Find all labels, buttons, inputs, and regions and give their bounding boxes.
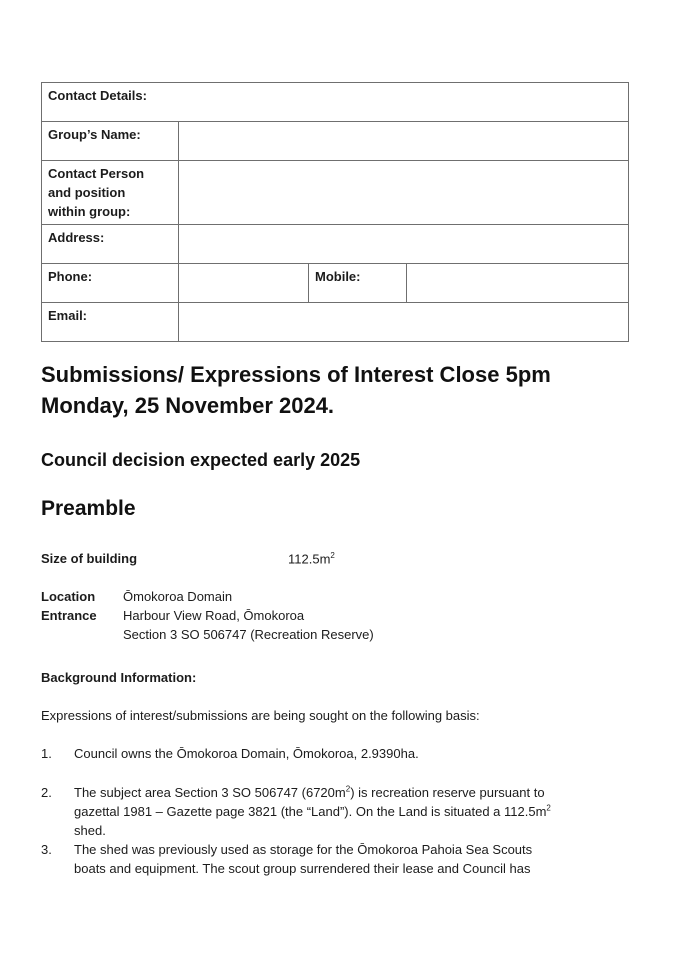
superscript: 2 <box>546 803 551 813</box>
list-item-text <box>74 783 594 840</box>
entrance-label: Entrance <box>41 608 97 623</box>
location-label: Location <box>41 589 96 604</box>
building-size-number: 112.5m <box>288 551 331 567</box>
email-field[interactable] <box>179 303 629 342</box>
email-label: Email: <box>42 303 179 342</box>
list-item-number: 1. <box>41 746 52 761</box>
mobile-field[interactable] <box>407 264 629 303</box>
list-item-line <box>74 802 594 821</box>
list-item-text-part: The subject area Section 3 SO 506747 (6720m <box>74 785 346 800</box>
location-line-2: Harbour View Road, Ōmokoroa <box>123 608 305 623</box>
list-item-line: Council owns the Ōmokoroa Domain, Ōmokoroa, 2.9390ha. <box>74 746 419 761</box>
mobile-label: Mobile: <box>309 264 407 303</box>
decision-heading: Council decision expected early 2025 <box>41 450 361 470</box>
list-item-number: 3. <box>41 842 52 857</box>
list-item-line: shed. <box>74 823 106 838</box>
building-size-label: Size of building <box>41 551 138 566</box>
closing-date-heading <box>41 359 641 421</box>
closing-date-heading-line1: Submissions/ Expressions of Interest Close 5pm <box>41 362 551 387</box>
address-label: Address: <box>42 225 179 264</box>
group-name-field[interactable] <box>179 122 629 161</box>
contact-person-field[interactable] <box>179 161 629 225</box>
intro-paragraph: Expressions of interest/submissions are being sought on the following basis: <box>41 708 480 723</box>
list-item-text <box>74 744 594 763</box>
list-item-text-part: gazettal 1981 – Gazette page 3821 (the “Land”). On the Land is situated a 112.5m <box>74 804 547 819</box>
background-heading: Background Information: <box>41 670 197 685</box>
phone-label: Phone: <box>42 264 179 303</box>
list-item-line <box>74 783 594 802</box>
contact-details-title: Contact Details: <box>42 83 629 122</box>
list-item-text-part: ) is recreation reserve pursuant to <box>350 785 545 800</box>
location-line-3: Section 3 SO 506747 (Recreation Reserve) <box>123 627 374 642</box>
group-name-label: Group’s Name: <box>42 122 179 161</box>
building-size-value <box>288 551 335 566</box>
address-field[interactable] <box>179 225 629 264</box>
contact-person-label-line1: Contact Person <box>48 166 145 181</box>
contact-details-table <box>41 82 629 342</box>
list-item-number: 2. <box>41 785 52 800</box>
location-line-1: Ōmokoroa Domain <box>123 589 233 604</box>
contact-person-label <box>42 161 179 225</box>
list-item-line: The shed was previously used as storage for the Ōmokoroa Pahoia Sea Scouts <box>74 842 533 857</box>
list-item-text <box>74 840 594 878</box>
superscript: 2 <box>345 784 351 794</box>
preamble-heading: Preamble <box>41 497 136 520</box>
list-item-line: boats and equipment. The scout group surrendered their lease and Council has <box>74 861 531 876</box>
building-size-superscript: 2 <box>330 551 335 560</box>
contact-person-label-line3: within group: <box>48 204 131 219</box>
contact-person-label-line2: and position <box>48 185 126 200</box>
phone-field[interactable] <box>179 264 309 303</box>
closing-date-heading-line2: Monday, 25 November 2024. <box>41 393 335 418</box>
